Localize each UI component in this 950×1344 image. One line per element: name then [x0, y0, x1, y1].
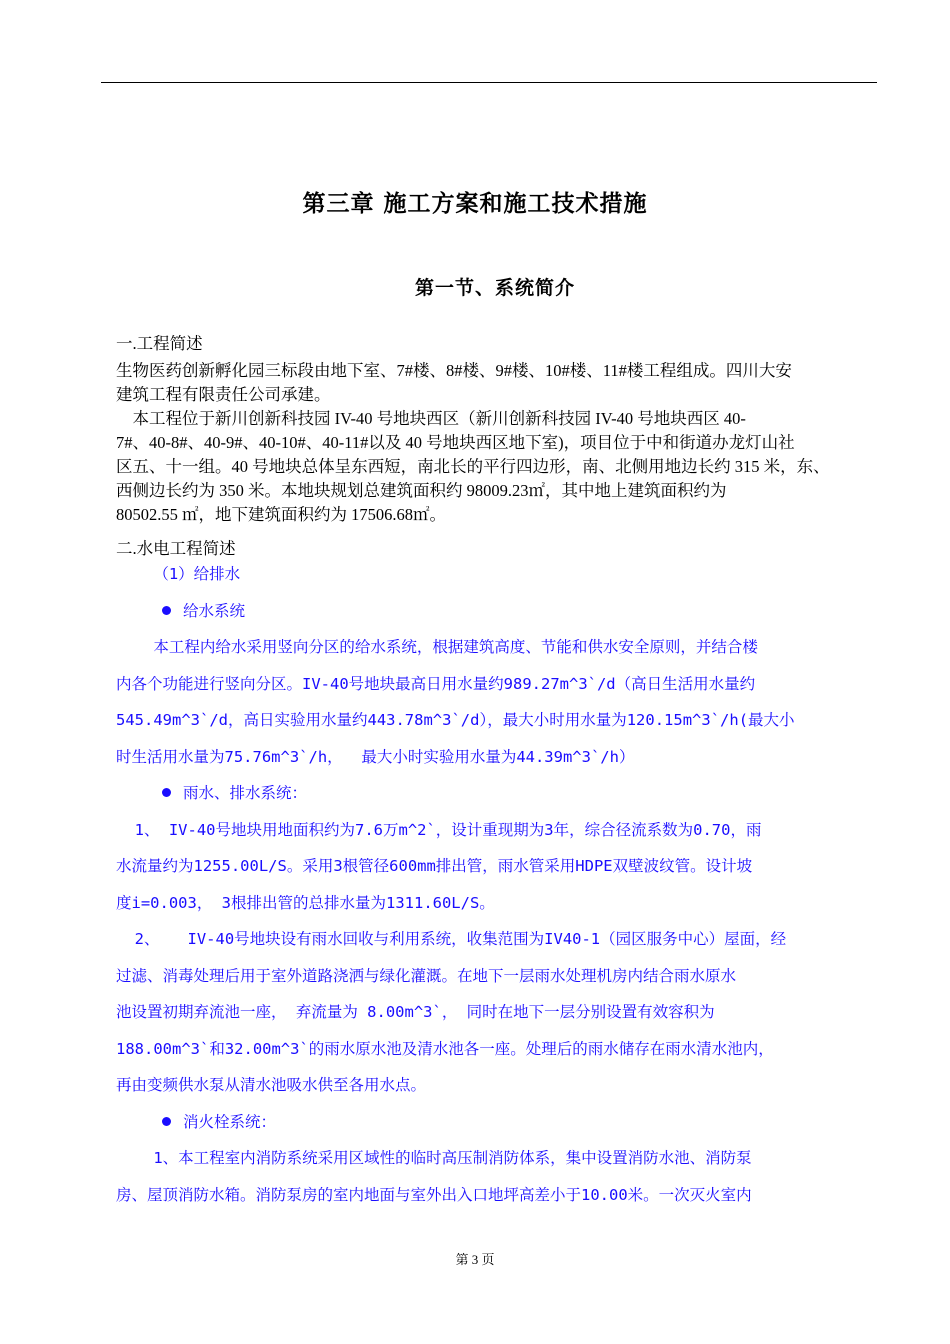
body-line: 区五、十一组。40 号地块总体呈东西短，南北长的平行四边形，南、北侧用地边长约 315 米，东、 — [116, 457, 830, 476]
blue-text-line: 过滤、消毒处理后用于室外道路浇洒与绿化灌溉。在地下一层雨水处理机房内结合雨水原水 — [116, 966, 737, 985]
header-rule — [101, 82, 877, 83]
body-line: 本工程位于新川创新科技园 IV-40 号地块西区（新川创新科技园 IV-40 号地块西区 40- — [116, 409, 746, 428]
bullet-icon — [162, 788, 171, 797]
body-line: 生物医药创新孵化园三标段由地下室、7#楼、8#楼、9#楼、10#楼、11#楼工程组成。四川大安 — [116, 361, 792, 380]
blue-text-line — [162, 1104, 276, 1141]
blue-text-line: 度i=0.003， 3根排出管的总排水量为1311.60L/S。 — [116, 893, 495, 912]
section-2-heading: 二.水电工程简述 — [116, 539, 236, 558]
blue-text-line: 池设置初期弃流池一座， 弃流量为 8.00m^3`， 同时在地下一层分别设置有效容积为 — [116, 1003, 715, 1021]
blue-text-line: 时生活用水量为75.76m^3`/h， 最大小时实验用水量为44.39m^3`/h） — [116, 747, 635, 766]
blue-text-line: 水流量约为1255.00L/S。采用3根管径600mm排出管，雨水管采用HDPE双壁波纹管。设计坡 — [116, 857, 753, 875]
bullet-label: 消火栓系统： — [183, 1112, 277, 1131]
blue-text-line: 2、 IV-40号地块设有雨水回收与利用系统，收集范围为IV40-1（园区服务中心）屋面，经 — [116, 930, 787, 948]
blue-text-line: 本工程内给水采用竖向分区的给水系统，根据建筑高度、节能和供水安全原则，并结合楼 — [116, 638, 758, 656]
bullet-label: 雨水、排水系统： — [183, 784, 308, 802]
blue-text-line: 1、 IV-40号地块用地面积约为7.6万m^2`，设计重现期为3年，综合径流系数为0.70，雨 — [116, 820, 762, 839]
body-line: 7#、40-8#、40-9#、40-10#、40-11#以及 40 号地块西区地下室)，项目位于中和街道办龙灯山社 — [116, 433, 795, 452]
blue-text-line — [162, 593, 245, 630]
section-1-body — [116, 359, 879, 527]
bullet-icon — [162, 1117, 171, 1126]
blue-text-line — [162, 775, 307, 812]
body-line: 西侧边长约为 350 米。本地块规划总建筑面积约 98009.23㎡，其中地上建筑面积约为 — [116, 481, 727, 500]
chapter-title: 第三章 施工方案和施工技术措施 — [302, 190, 648, 217]
bullet-label: 给水系统 — [183, 601, 246, 620]
blue-text-line: 房、屋顶消防水箱。消防泵房的室内地面与室外出入口地坪高差小于10.00米。一次灭火室内 — [116, 1185, 752, 1204]
body-line: 建筑工程有限责任公司承建。 — [116, 385, 331, 404]
blue-text-line: （1）给排水 — [116, 565, 241, 583]
blue-text-line: 545.49m^3`/d，高日实验用水量约443.78m^3`/d），最大小时用水量为120.15m^3`/h(最大小 — [116, 711, 795, 729]
page-number: 第 3 页 — [455, 1252, 495, 1267]
blue-text-line: 188.00m^3`和32.00m^3`的雨水原水池及清水池各一座。处理后的雨水储存在雨水清水池内， — [116, 1039, 774, 1058]
bullet-icon — [162, 606, 171, 615]
body-line: 80502.55 ㎡，地下建筑面积约为 17506.68㎡。 — [116, 505, 446, 524]
water-systems-body — [116, 556, 879, 1216]
blue-text-line: 内各个功能进行竖向分区。IV-40号地块最高日用水量约989.27m^3`/d（高日生活用水量约 — [116, 674, 756, 693]
blue-text-line: 1、本工程室内消防系统采用区域性的临时高压制消防体系，集中设置消防水池、消防泵 — [116, 1149, 752, 1167]
blue-text-line: 再由变频供水泵从清水池吸水供至各用水点。 — [116, 1076, 427, 1094]
section-title: 第一节、系统简介 — [414, 277, 575, 299]
section-1-heading: 一.工程简述 — [116, 334, 203, 353]
